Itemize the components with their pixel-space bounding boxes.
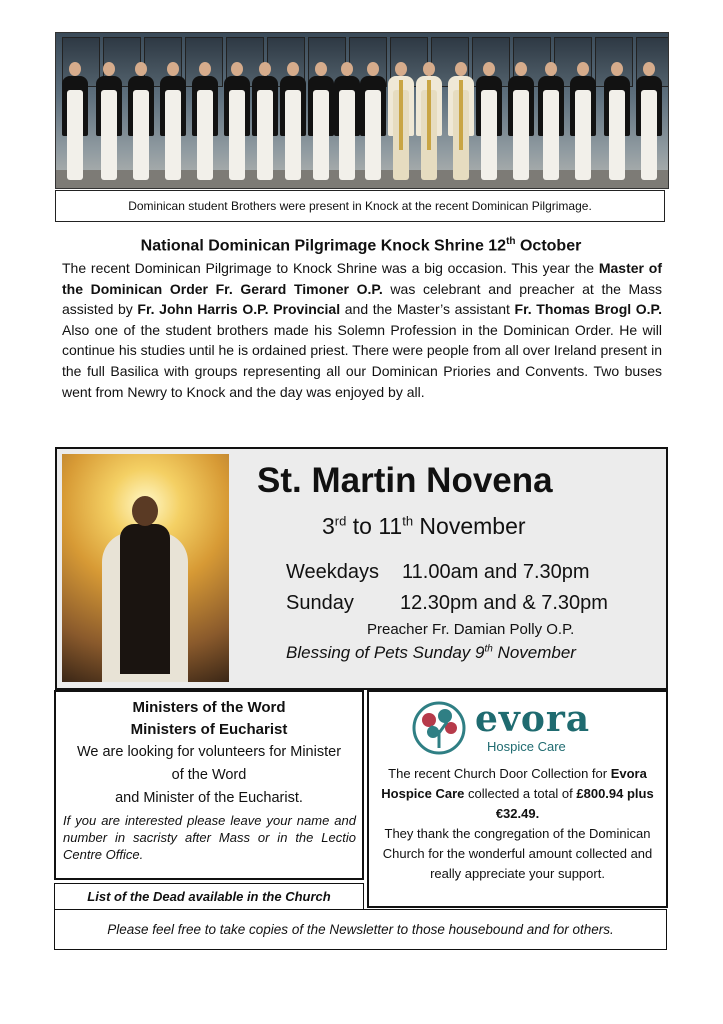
friar-figure (128, 62, 154, 180)
evora-logo-sub: Hospice Care (487, 739, 566, 754)
friar-figure (334, 62, 360, 180)
novena-box (55, 447, 668, 690)
ministers-line: of the Word (171, 767, 247, 783)
tree-icon (411, 700, 467, 756)
footer-note: Please feel free to take copies of the Newsletter to those housebound and for others. (54, 909, 667, 950)
ministers-line: We are looking for volunteers for Minister (76, 744, 342, 760)
ministers-box (54, 690, 364, 880)
friar-figure (448, 62, 474, 180)
evora-text: The recent Church Door Collection for Evora Hospice Care collected a total of £800.94 plus €32.49. They thank the congregation of the Dominican Church for the wonderful amount collected and really appreciate your support. (381, 766, 654, 881)
friar-figure (570, 62, 596, 180)
sunday-times: Sunday 12.30pm and & 7.30pm (286, 592, 608, 614)
friar-figure (360, 62, 386, 180)
ministers-line: and Minister of the Eucharist. (115, 790, 303, 806)
evora-logo-name: evora (475, 698, 591, 740)
friar-figure (280, 62, 306, 180)
friar-figure (538, 62, 564, 180)
saint-martin-image (62, 454, 229, 682)
friar-figure (192, 62, 218, 180)
novena-title: St. Martin Novena (257, 461, 553, 500)
novena-dates: 3rd to 11th November (322, 513, 526, 539)
pet-blessing: Blessing of Pets Sunday 9th November (286, 643, 576, 662)
friar-figure (96, 62, 122, 180)
novena-preacher: Preacher Fr. Damian Polly O.P. (367, 621, 575, 638)
friar-figure (416, 62, 442, 180)
friar-figure (388, 62, 414, 180)
pilgrimage-title: National Dominican Pilgrimage Knock Shrine 12th October (140, 236, 582, 255)
ministers-heading-word: Ministers of the Word (132, 699, 286, 716)
photo-caption: Dominican student Brothers were present in Knock at the recent Dominican Pilgrimage. (55, 190, 665, 222)
friar-figure (160, 62, 186, 180)
evora-logo (411, 700, 631, 756)
friar-figure (476, 62, 502, 180)
evora-box (367, 690, 668, 908)
dead-list-notice: List of the Dead available in the Church (54, 883, 364, 910)
group-photo (55, 32, 669, 189)
friar-figure (636, 62, 662, 180)
weekday-times: Weekdays 11.00am and 7.30pm (286, 561, 590, 583)
friar-figure (604, 62, 630, 180)
friar-figure (224, 62, 250, 180)
ministers-heading-eucharist: Ministers of Eucharist (130, 721, 288, 738)
friar-figure (252, 62, 278, 180)
friar-figure (508, 62, 534, 180)
ministers-instructions: If you are interested please leave your name and number in sacristy after Mass or in the Lectio Centre Office. (63, 813, 356, 862)
friar-figure (62, 62, 88, 180)
friar-figure (308, 62, 334, 180)
pilgrimage-body: The recent Dominican Pilgrimage to Knock Shrine was a big occasion. This year the Master of the Dominican Order Fr. Gerard Timoner O.P. was celebrant and preacher at the Mass assisted by Fr. John Harris O.P. Provincial and the Master’s assistant Fr. Thomas Brogl O.P. Also one of the student brothers made his Solemn Profession in the Dominican Order. He will continue his studies until he is ordained priest. There were people from all over Ireland present in the full Basilica with groups representing all our Dominican Priories and Convents. Two buses went from Newry to Knock and the day was enjoyed by all. (62, 260, 662, 400)
